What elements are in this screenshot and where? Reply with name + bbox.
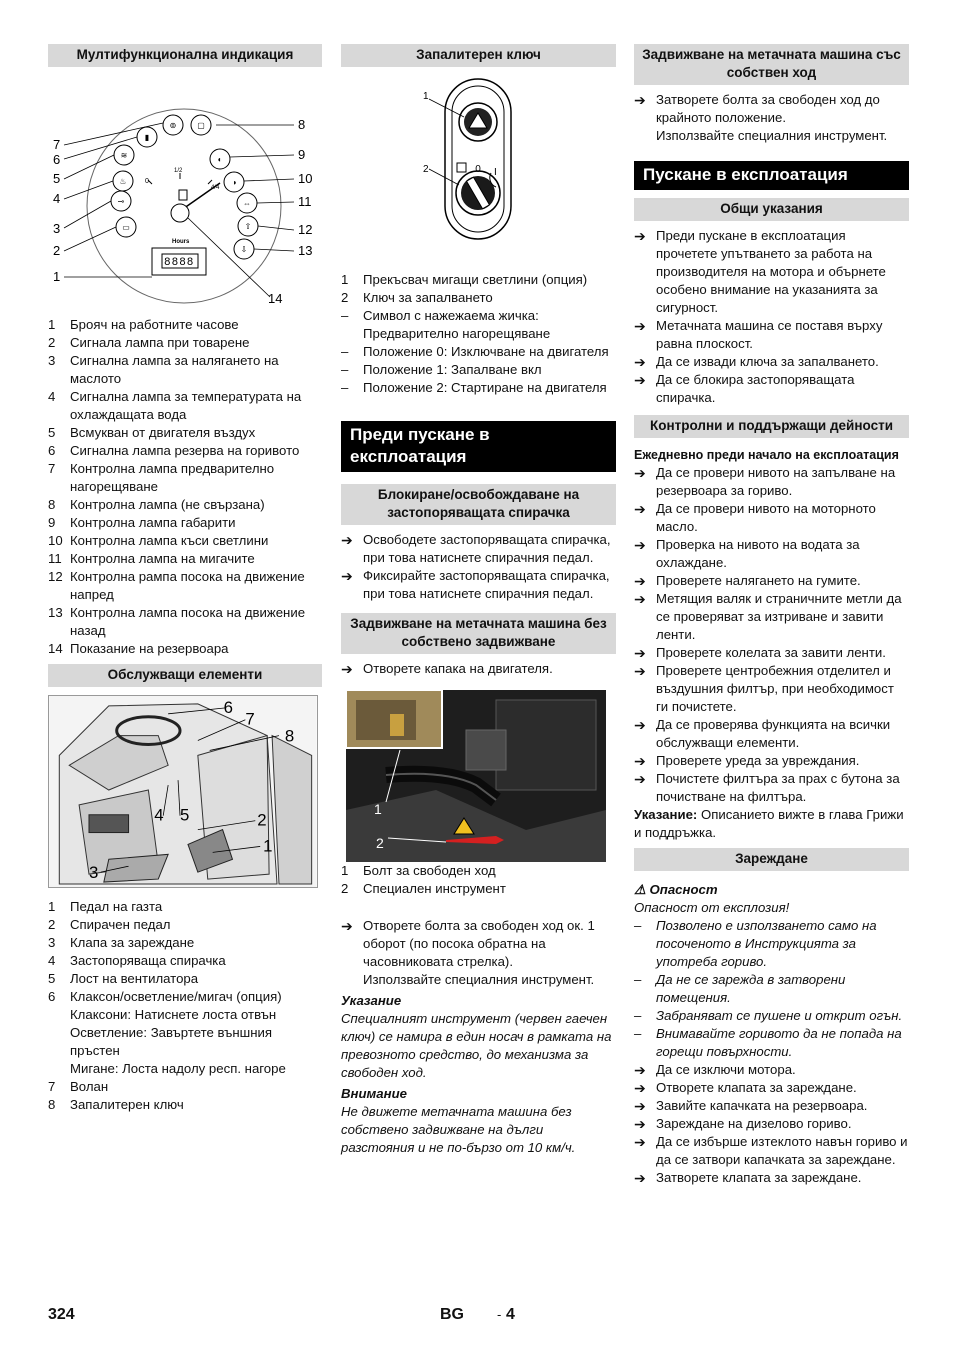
callout-6: 6 [53, 152, 61, 167]
ctrl-callout-4: 4 [154, 805, 164, 825]
list-item: ➔ Отворете болта за свободен ход ок. 1 оборот (по посока обратна на часовниковата стрелка). [341, 918, 595, 969]
list-item: ➔ Проверете центробежния отделител и въздушния филтър, при необходимост ги почистете. [634, 663, 894, 714]
daily-list [634, 464, 909, 806]
arrow-right-icon: ➔ [634, 753, 646, 769]
list-item: ➔ Отворете капака на двигателя. [341, 661, 553, 677]
fuel-scale-half: 1/2 [174, 168, 183, 174]
callout-1: 1 [53, 269, 61, 284]
list-item: ➔ Проверете налягането на гумите. [634, 573, 861, 589]
list-item: 1 Брояч на работните часове [48, 317, 239, 332]
svg-text:◐: ◐ [217, 155, 223, 164]
caution-label: Внимание [341, 1086, 407, 1101]
callout-14: 14 [268, 291, 283, 305]
list-item: ➔ Проверете уреда за увреждания. [634, 753, 860, 769]
list-item: ➔ Метящия валяк и страничните метли да се проверяват за изтриване и завити ленти. [634, 591, 902, 642]
list-item: ➔ Да се провери нивото на моторното масло. [634, 501, 876, 534]
freewheel-bolt-photo [346, 690, 606, 862]
footer-separator: - [497, 1307, 502, 1322]
column-1 [48, 44, 322, 1114]
list-item: 12 Контролна рампа посока на движение напред [48, 569, 305, 602]
ctrl-callout-6: 6 [223, 697, 233, 717]
arrow-right-icon: ➔ [634, 1170, 646, 1186]
list-item: ➔ Да се провери нивото на запълване на резервоара за гориво. [634, 465, 896, 498]
heading-towing: Задвижване на метачната машина без собствено задвижване [341, 613, 616, 654]
list-item: 1 Болт за свободен ход [341, 863, 496, 878]
caution-text: Не движете метачната машина без собствено задвижване на дълги разстояния и не по-бързо от 10 км/ч. [341, 1104, 576, 1155]
list-item: 3 Клапа за зареждане [48, 935, 195, 950]
daily-label: Ежедневно преди начало на експлоатация [634, 448, 899, 462]
svg-text:▮: ▮ [144, 133, 150, 142]
list-item: – Внимавайте горивото да не попада на горещи повърхности. [634, 1026, 902, 1059]
list-item: – Позволено е използването само на посоченото в Инструкцията за употреба гориво. [634, 918, 877, 969]
controls-sub-1: Клаксони: Натиснете лоста отвън [70, 1007, 277, 1022]
language-code: BG [440, 1306, 464, 1323]
tow-list [341, 660, 616, 678]
heading-multifunction: Мултифункционална индикация [48, 44, 322, 67]
photo-callout-2: 2 [376, 835, 384, 851]
arrow-right-icon: ➔ [634, 717, 646, 733]
arrow-right-icon: ➔ [341, 661, 353, 677]
list-item: ➔ Фиксирайте застопоряващата спирачка, при това натиснете спирачния педал. [341, 568, 610, 601]
danger-label-row: ⚠ Опасност [634, 882, 718, 897]
column-3 [634, 44, 909, 1187]
list-item: ➔ Почистете филтъра за прах с бутона за почистване на филтъра. [634, 771, 900, 804]
arrow-right-icon: ➔ [634, 465, 646, 481]
fuel-scale-empty: 0 [145, 178, 149, 185]
list-item: ➔ Да се проверява функцията на всички обслужващи елементи. [634, 717, 891, 750]
column-2 [341, 44, 616, 1157]
heading-refuel: Зареждане [634, 848, 909, 871]
arrow-right-icon: ➔ [634, 501, 646, 517]
arrow-right-icon: ➔ [634, 663, 646, 679]
svg-text:⊚: ⊚ [169, 121, 177, 130]
list-item: ➔ Да се изключи мотора. [634, 1062, 796, 1078]
arrow-right-icon: ➔ [634, 354, 646, 370]
operating-controls-illustration [48, 695, 318, 888]
callout-3: 3 [53, 221, 61, 236]
list-item: 11 Контролна лампа на мигачите [48, 551, 255, 566]
arrow-right-icon: ➔ [634, 92, 646, 108]
list-item: 2 Специален инструмент [341, 881, 506, 896]
arrow-right-icon: ➔ [634, 1062, 646, 1078]
list-item: 8 Запалитерен ключ [48, 1097, 184, 1112]
heading-own-drive: Задвижване на метачната машина със собствен ход [634, 44, 909, 85]
svg-text:▭: ▭ [122, 223, 130, 232]
list-item: 5 Лост на вентилатора [48, 971, 199, 986]
note-text: Специалният инструмент (червен гаечен ключ) се намира в един носач в рамката на превозното средство, до механизма за свободен ход. [341, 1011, 612, 1080]
list-item: 4 Сигнална лампа за температурата на охлаждащата вода [48, 389, 302, 422]
open-bolt-note: Използвайте специалния инструмент. [363, 972, 595, 987]
ctrl-callout-1: 1 [263, 836, 273, 856]
list-item: ➔ Зареждане на дизелово гориво. [634, 1116, 852, 1132]
svg-text:⊸: ⊸ [117, 197, 125, 206]
arrow-right-icon: ➔ [634, 1080, 646, 1096]
arrow-right-icon: ➔ [634, 1116, 646, 1132]
list-item: 10 Контролна лампа къси светлини [48, 533, 269, 548]
list-item: 2 Ключ за запалването [341, 290, 493, 305]
open-bolt-list [341, 917, 616, 971]
note-label: Указание [341, 993, 402, 1008]
svg-text:▢: ▢ [197, 121, 205, 130]
hours-label: Hours [172, 239, 190, 245]
brake-list [341, 531, 616, 603]
list-item: ➔ Да се избърше изтеклото навън гориво и да се затвори капачката за зареждане. [634, 1134, 908, 1167]
own-drive-list [634, 91, 909, 127]
heading-parking-brake: Блокиране/освобождаване на застопоряващата спирачка [341, 484, 616, 525]
list-item: – Положение 0: Изключване на двигателя [341, 344, 609, 359]
ignition-switch-diagram [341, 77, 616, 247]
callout-13: 13 [298, 243, 313, 258]
heading-before-startup: Преди пускане в експлоатация [341, 421, 616, 472]
ctrl-callout-8: 8 [284, 726, 295, 746]
refuel-list [634, 1061, 909, 1187]
general-list [634, 227, 909, 407]
controls-list [48, 898, 322, 1006]
list-item: 3 Сигнална лампа за налягането на маслото [48, 353, 279, 386]
svg-text:⇩: ⇩ [240, 245, 248, 254]
list-item: ➔ Преди пускане в експлоатация прочетете упътването за работа на производителя на мотора и обърнете особено внимание на указанията за сигурност. [634, 228, 886, 315]
list-item: 6 Клаксон/осветление/мигач (опция) [48, 989, 282, 1004]
list-item: 13 Контролна лампа посока на движение назад [48, 605, 306, 638]
arrow-right-icon: ➔ [634, 591, 646, 607]
arrow-right-icon: ➔ [634, 228, 646, 244]
ignition-list [341, 271, 616, 397]
list-item: ➔ Да се блокира застопоряващата спирачка. [634, 372, 855, 405]
heading-general: Общи указания [634, 198, 909, 221]
list-item: ➔ Отворете клапата за зареждане. [634, 1080, 857, 1096]
list-item: 7 Волан [48, 1079, 109, 1094]
page-number: 324 [48, 1306, 75, 1323]
callout-5: 5 [53, 171, 61, 186]
callout-12: 12 [298, 222, 313, 237]
danger-text: Опасност от експлозия! [634, 900, 790, 915]
list-item: 6 Сигнална лампа резерва на горивото [48, 443, 300, 458]
arrow-right-icon: ➔ [634, 573, 646, 589]
heading-startup: Пускане в експлоатация [634, 161, 909, 190]
callout-4: 4 [53, 191, 61, 206]
hour-counter-display: 8888 [164, 257, 195, 269]
heading-checks: Контролни и поддържащи дейности [634, 415, 909, 438]
ctrl-callout-7: 7 [245, 709, 255, 729]
fuel-pump-icon [179, 190, 187, 200]
arrow-right-icon: ➔ [634, 771, 646, 787]
heading-ignition: Запалитерен ключ [341, 44, 616, 67]
list-item: ➔ Проверете колелата за завити ленти. [634, 645, 886, 661]
multifunction-list [48, 316, 322, 658]
callout-9: 9 [298, 147, 306, 162]
callout-8: 8 [298, 117, 306, 132]
list-item: 2 Спирачен педал [48, 917, 171, 932]
ctrl-callout-5: 5 [180, 805, 190, 825]
section-number: 4 [506, 1306, 515, 1323]
list-item: ➔ Да се извади ключа за запалването. [634, 354, 879, 370]
arrow-right-icon: ➔ [634, 372, 646, 388]
list-item: 1 Педал на газта [48, 899, 163, 914]
arrow-right-icon: ➔ [634, 318, 646, 334]
multifunction-gauge-diagram [48, 73, 322, 305]
list-item: ➔ Затворете клапата за зареждане. [634, 1170, 862, 1186]
arrow-right-icon: ➔ [341, 568, 353, 584]
ignition-position-1: I [494, 167, 497, 178]
list-item: 8 Контролна лампа (не свързана) [48, 497, 265, 512]
controls-list-2 [48, 1078, 322, 1114]
list-item: – Символ с нажежаема жичка: Предварително нагорещяване [341, 308, 551, 341]
controls-sub-2: Осветление: Завъртете външния пръстен [70, 1025, 272, 1058]
svg-text:≋: ≋ [120, 151, 128, 160]
callout-2: 2 [53, 243, 61, 258]
list-item: ➔ Освободете застопоряващата спирачка, при това натиснете спирачния педал. [341, 532, 611, 565]
ctrl-callout-3: 3 [88, 863, 99, 883]
callout-10: 10 [298, 171, 313, 186]
list-item: ➔ Проверка на нивото на водата за охлаждане. [634, 537, 860, 570]
svg-text:◑: ◑ [231, 178, 237, 187]
list-item: 5 Всмукван от двигателя въздух [48, 425, 256, 440]
list-item: 9 Контролна лампа габарити [48, 515, 236, 530]
ign-callout-1: 1 [423, 91, 429, 102]
photo-callout-1: 1 [374, 801, 382, 817]
list-item: 7 Контролна лампа предварително нагорещяване [48, 461, 275, 494]
svg-text:♨: ♨ [119, 177, 127, 186]
arrow-right-icon: ➔ [634, 645, 646, 661]
list-item: 2 Сигнала лампа при товарене [48, 335, 250, 350]
heading-controls: Обслужващи елементи [48, 664, 322, 687]
list-item: ➔ Завийте капачката на резервоара. [634, 1098, 868, 1114]
callout-7: 7 [53, 137, 61, 152]
list-item: – Да не се зарежда в затворени помещения. [634, 972, 846, 1005]
list-item: – Забраняват се пушене и открит огън. [634, 1008, 903, 1023]
own-drive-note: Използвайте специалния инструмент. [656, 128, 888, 143]
arrow-right-icon: ➔ [634, 1098, 646, 1114]
svg-text:⇔: ⇔ [243, 199, 251, 208]
svg-text:⇧: ⇧ [244, 222, 252, 231]
ctrl-callout-2: 2 [257, 810, 267, 830]
fuel-scale-full: 4/4 [211, 185, 220, 191]
photo-list [341, 862, 616, 898]
list-item: – Положение 2: Стартиране на двигателя [341, 380, 607, 395]
ign-callout-2: 2 [423, 164, 429, 175]
list-item: 1 Прекъсвач мигащи светлини (опция) [341, 272, 588, 287]
controls-sub-3: Мигане: Лоста надолу респ. нагоре [70, 1061, 286, 1076]
hint: Указание: Описанието вижте в глава Грижи и поддръжка. [634, 807, 904, 840]
arrow-right-icon: ➔ [341, 918, 353, 934]
callout-11: 11 [298, 194, 312, 209]
ignition-position-0: 0 [475, 164, 481, 175]
arrow-right-icon: ➔ [634, 537, 646, 553]
list-item: 4 Застопоряваща спирачка [48, 953, 226, 968]
danger-list [634, 917, 909, 1061]
list-item: 14 Показание на резервоара [48, 641, 229, 656]
warning-icon: ⚠ [634, 882, 646, 897]
arrow-right-icon: ➔ [341, 532, 353, 548]
list-item: ➔ Метачната машина се поставя върху равна плоскост. [634, 318, 883, 351]
arrow-right-icon: ➔ [634, 1134, 646, 1150]
list-item: ➔ Затворете болта за свободен ход до крайното положение. [634, 92, 880, 125]
list-item: – Положение 1: Запалване вкл [341, 362, 542, 377]
